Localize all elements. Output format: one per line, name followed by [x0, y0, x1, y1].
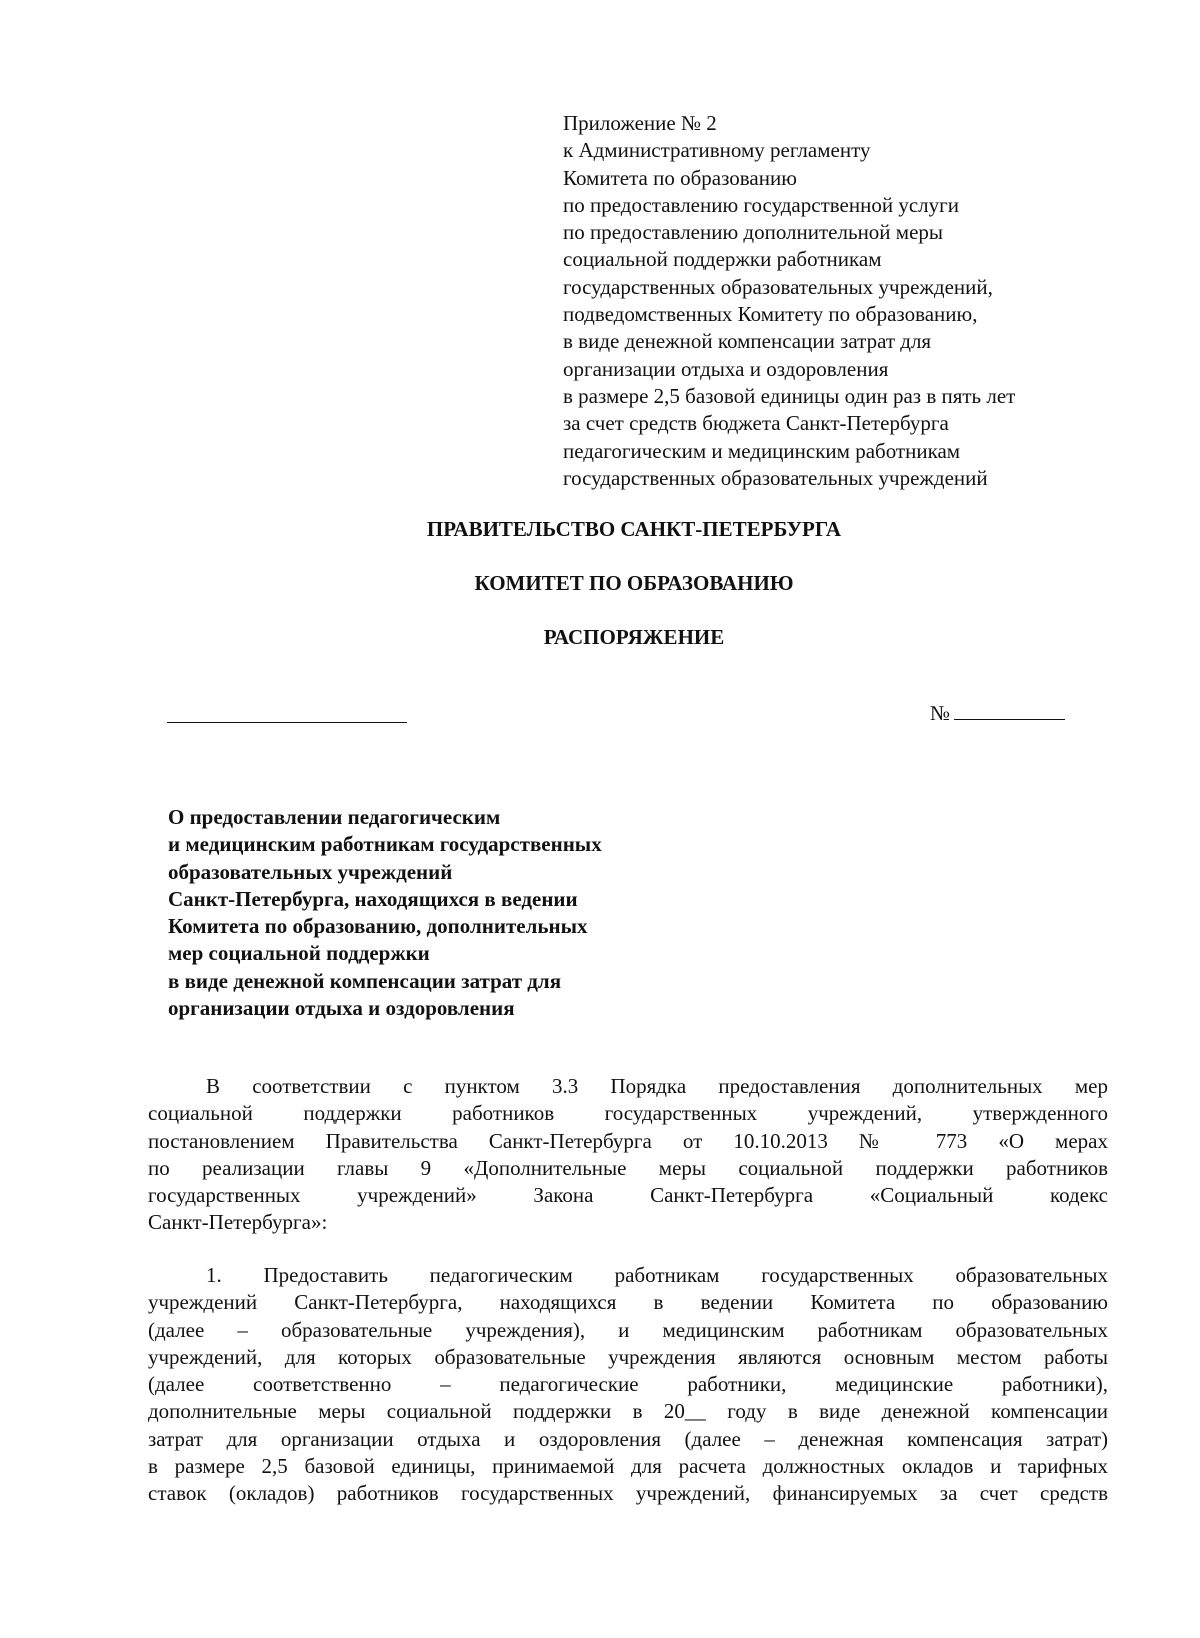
subject-line: Санкт-Петербурга, находящихся в ведении	[168, 886, 578, 911]
paragraph-line: по реализации главы 9 «Дополнительные меры социальной поддержки работников	[148, 1155, 1108, 1180]
appendix-line: в виде денежной компенсации затрат для	[563, 329, 932, 354]
appendix-line: социальной поддержки работникам	[563, 247, 882, 272]
subject-block	[168, 804, 728, 1022]
appendix-line: за счет средств бюджета Санкт-Петербурга	[563, 411, 949, 436]
paragraph-line: 1. Предоставить педагогическим работникам государственных образовательных	[206, 1263, 1108, 1287]
appendix-line: государственных образовательных учреждений	[563, 465, 988, 490]
appendix-line: Комитета по образованию	[563, 165, 797, 190]
document-type-title: РАСПОРЯЖЕНИЕ	[543, 625, 725, 649]
document-number	[930, 699, 1065, 727]
appendix-line: подведомственных Комитету по образованию,	[563, 302, 978, 327]
paragraph-line: в размере 2,5 базовой единицы, принимаемой для расчета должностных окладов и тарифных	[148, 1454, 1108, 1479]
appendix-line: к Административному регламенту	[563, 138, 871, 163]
appendix-line: по предоставлению государственной услуги	[563, 192, 959, 217]
appendix-line: педагогическим и медицинским работникам	[563, 438, 961, 463]
paragraph-line: учреждений, для которых образовательные учреждения являются основным местом работы	[148, 1344, 1108, 1369]
subject-line: образовательных учреждений	[168, 859, 453, 884]
government-title: ПРАВИТЕЛЬСТВО САНКТ-ПЕТЕРБУРГА	[426, 517, 842, 541]
subject-line: и медицинским работникам государственных	[168, 832, 602, 857]
paragraph-line: Санкт-Петербурга»:	[148, 1210, 328, 1235]
date-blank-line	[167, 722, 407, 723]
paragraph-line: учреждений Санкт-Петербурга, находящихся в ведении Комитета по образованию	[148, 1290, 1108, 1315]
paragraph-line: государственных учреждений» Закона Санкт-Петербурга «Социальный кодекс	[148, 1183, 1108, 1208]
appendix-line: государственных образовательных учреждений,	[563, 274, 993, 299]
appendix-line: организации отдыха и оздоровления	[563, 356, 889, 381]
paragraph-line: ставок (окладов) работников государственных учреждений, финансируемых за счет средств	[148, 1481, 1108, 1506]
committee-title: КОМИТЕТ ПО ОБРАЗОВАНИЮ	[474, 571, 794, 595]
subject-line: мер социальной поддержки	[168, 941, 430, 966]
paragraph-line: постановлением Правительства Санкт-Петербурга от 10.10.2013 № 773 «О мерах	[148, 1128, 1108, 1153]
preamble-paragraph	[148, 1073, 1108, 1237]
paragraph-line: (далее соответственно – педагогические работники, медицинские работники),	[148, 1372, 1108, 1397]
number-label: №	[930, 701, 951, 725]
paragraph-line: затрат для организации отдыха и оздоровления (далее – денежная компенсация затрат)	[148, 1426, 1108, 1451]
appendix-line: по предоставлению дополнительной меры	[563, 220, 944, 245]
subject-line: О предоставлении педагогическим	[168, 805, 501, 829]
appendix-line: в размере 2,5 базовой единицы один раз в пять лет	[563, 383, 1016, 408]
paragraph-line: социальной поддержки работников государственных учреждений, утвержденного	[148, 1101, 1108, 1126]
appendix-block	[563, 110, 1163, 492]
paragraph-line: В соответствии с пунктом 3.3 Порядка предоставления дополнительных мер	[206, 1074, 1108, 1098]
appendix-line: Приложение № 2	[563, 111, 717, 135]
paragraph-line: дополнительные меры социальной поддержки в 20__ году в виде денежной компенсации	[148, 1399, 1108, 1424]
number-blank-line	[954, 699, 1065, 720]
subject-line: Комитета по образованию, дополнительных	[168, 914, 588, 939]
subject-line: организации отдыха и оздоровления	[168, 996, 515, 1021]
paragraph-line: (далее – образовательные учреждения), и медицинским работникам образовательных	[148, 1317, 1108, 1342]
clause-1-paragraph	[148, 1262, 1108, 1508]
subject-line: в виде денежной компенсации затрат для	[168, 968, 562, 993]
